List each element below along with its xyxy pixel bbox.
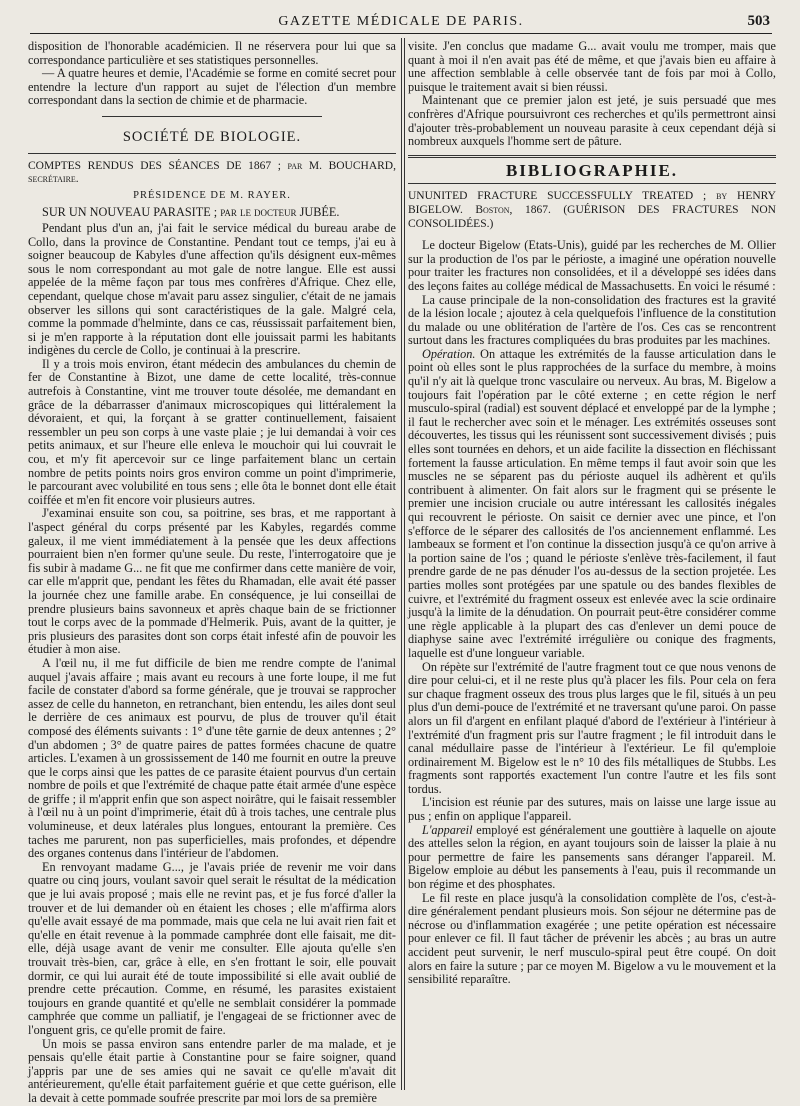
appareil-text: employé est généralement une gouttière à laquelle on ajoute des attelles selon la région, en ayant toujours soin de laisser la plaie à nu pour permettre de faire les pansements sans déranger l'appareil. M. Bigelow emploie au début les pansements à l'eau, puis il recommande un bon régime et des phosphates. — [408, 822, 776, 892]
paragraph-6: Un mois se passa environ sans entendre parler de ma malade, et je pensais qu'elle était partie à Constantine pour se faire soigner, quand j'appris par une de ses amies qui ne savait ce qu'elle m'avait dit antérieurement, qu'elle était parfaitement guérie et que cette guérison, elle la devait à cette pommade soufrée prescrite par moi lors de sa première — [28, 1036, 396, 1105]
page-header — [30, 12, 772, 34]
bigelow-intro: Le docteur Bigelow (Etats-Unis), guidé par les recherches de M. Ollier sur la production de l'os par le périoste, a imaginé une opération nouvelle pour traiter les fractures non consolidées, et il a développé ses idées dans des leçons faites au collége médical de Massachusetts. En voici le résumé : — [408, 238, 776, 293]
paragraph-1: Pendant plus d'un an, j'ai fait le service médical du bureau arabe de Collo, dans la province de Constantine. Pendant tout ce temps, j'ai eu à soigner beaucoup de Kabyles d'une affection qu'ils désignent eux-mêmes sous le nom correspondant au mot gale de notre langue. Elle est aussi appelée de la même façon par tous mes confrères d'Afrique. Chez elle, cependant, quelque chose m'avait paru assez singulier, c'était de ne jamais observer les sillons qui sont caractéristiques de la gale. Malgré cela, comme la pommade d'helminte, dans ce cas, réussissait parfaitement bien, si je m'en rapporte à la réputation dont elle jouissait parmi les habitants indigènes du cercle de Collo, je continuai à la prescrire. — [28, 220, 396, 358]
fil-paragraph: Le fil reste en place jusqu'à la consolidation complète de l'os, c'est-à-dire généralement pendant plusieurs mois. Son séjour ne détermine pas de nécrose ou d'inflammation exagérée ; une petite opération est nécessaire pour enlever ce fil. Il faut tâcher de prévenir les abcès ; au bras un autre accident peut survenir, le nerf musculo-spiral peut être coupé. On doit alors en faire la suture ; par ce moyen M. Bigelow a vu le mouvement et la sensibilité reparaître. — [408, 890, 776, 987]
book-title: UNUNITED FRACTURE SUCCESSFULLY TREATED ; by HENRY BIGELOW. Boston, 1867. (GUÉRISON DES FRACTURES NON CONSOLIDÉES.) — [408, 190, 776, 230]
paragraph-3: J'examinai ensuite son cou, sa poitrine, ses bras, et me rapportant à l'aspect général du corps présenté par les Kabyles, regardés comme galeux, il me vient immédiatement à la pensée que les deux affections pourraient bien n'en former qu'une seule. Du reste, l'interrogatoire que je fis subir à madame G... ne fit que me confirmer dans cette manière de voir, car elle m'apprit que, pendant les fêtes du Rhamadan, elle avait été passer la journée chez une famille arabe. En conséquence, je lui conseillai de prendre plusieurs bains savonneux et après chaque bain de se frictionner tout le corps avec de la pommade d'Helmerik. Puis, avant de la quitter, je pris plusieurs des parasites dont son corps était infesté afin de pouvoir les étudier à mon aise. — [28, 506, 396, 657]
intro-paragraph: disposition de l'honorable académicien. Il ne réservera pour lui que sa correspondance particulière et ses statistiques personnelles. — [28, 39, 396, 67]
repete-paragraph: On répète sur l'extrémité de l'autre fragment tout ce que nous venons de dire pour celui-ci, et il ne reste plus qu'à placer les fils. Pour cela on fera sur chaque fragment osseux des trous plus larges que le fil, situés à un peu plus d'un demi-pouce de l'extrémité et ne traversant qu'une paroi. On passe alors un fil d'argent en enfilant plaqué d'abord de l'extérieur à l'intérieur à l'extrémité d'un fragment pris sur l'autre fragment ; le fil introduit dans le canal médullaire passe de l'intérieur à l'extérieur. Le fil qu'emploie ordinairement M. Bigelow est le n° 10 des fils métalliques de Stubbs. Les fragments sont rapportés exactement l'un contre l'autre et les fils sont tordus. — [408, 659, 776, 796]
continuation-paragraph: visite. J'en conclus que madame G... avait voulu me tromper, mais que quant à moi il n'en avait pas été de même, et que j'avais bien eu affaire à une affection semblable à celle observée tant de fois par moi à Collo, puisque le traitement avait si bien réussi. — [408, 39, 776, 94]
article-title: SUR UN NOUVEAU PARASITE ; par le docteur JUBÉE. — [42, 205, 340, 220]
operation-label: Opération. — [422, 346, 476, 361]
section-double-rule — [408, 155, 776, 158]
section-title-biologie: SOCIÉTÉ DE BIOLOGIE. — [122, 128, 302, 145]
section-rule-2 — [28, 153, 396, 154]
section-rule-3 — [408, 183, 776, 184]
right-column — [408, 40, 776, 1090]
incision-paragraph: L'incision est réunie par des sutures, mais on laisse une large issue au pus ; enfin on applique l'appareil. — [408, 795, 776, 824]
paragraph-2: Il y a trois mois environ, étant médecin des ambulances du chemin de fer de Constantine à Bizot, une dame de cette localité, très-connue autrefois à Constantine, vint me trouver toute désolée, me demandant en grâce de la débarrasser d'animaux microscopiques qui littéralement la dévoraient, et qui, la forçant à se gratter continuellement, faisaient ressembler un peu son corps à une vaste plaie ; je lui demandai à voir ces petits animaux, et sur l'heure elle enleva le mouchoir qui lui couvrait le cou, et m'y fit apercevoir sur ce linge parfaitement blanc un certain nombre de petits points noirs gros environ comme un point d'imprimerie, le parcourant avec volubilité en tous sens ; elle ôta le bonnet dont elle était coiffée et m'en fit encore voir plusieurs autres. — [28, 356, 396, 507]
jalon-paragraph: Maintenant que ce premier jalon est jeté, je suis persuadé que mes confrères d'Afrique poursuivront ces recherches et qu'ils permettront ainsi d'ajouter très-probablement un nouveau parasite à ceux cependant déjà si nombreux auxquels l'homme sert de pâture. — [408, 93, 776, 149]
section-title-bibliographie: BIBLIOGRAPHIE. — [505, 160, 679, 180]
column-divider — [401, 38, 402, 1090]
presidence-line: PRÉSIDENCE DE M. RAYER. — [133, 189, 291, 201]
paragraph-4: A l'œil nu, il me fut difficile de bien me rendre compte de l'animal auquel j'avais affaire ; mais avant eu recours à une forte loupe, il me fut facile de constater d'abord sa forme générale, que je trouvai se rapprocher assez de celle du hanneton, en retranchant, bien entendu, les ailes dont seul le derrière de ces animaux est pourvu, de plus de trouver qu'il était composé des éléments suivants : 1° d'une tête garnie de deux antennes ; 2° d'un abdomen ; 3° de quatre paires de pattes formées chacune de quatre articles. L'examen à un grossissement de 140 me fournit en outre la preuve que le corps ainsi que les pattes de ce parasite étaient pourvus d'un certain nombre de poils et que l'extrémité de chaque patte était armée d'une espèce de griffe ; il m'apprit enfin que son aspect noirâtre, qui le faisait ressembler à l'œil nu à un point d'imprimerie, était dû à trois taches, une centrale plus volumineuse, et deux latérales plus longues, entourant la première. Ces taches me parurent, non pas superficielles, mais profondes, et dépendre des organes contenus dans l'intérieur de l'abdomen. — [28, 655, 396, 861]
section-rule — [102, 116, 323, 117]
page-number: 503 — [747, 13, 770, 29]
operation-paragraph — [408, 348, 776, 661]
column-divider-inner — [404, 38, 405, 1090]
cause-paragraph: La cause principale de la non-consolidation des fractures est la gravité de la lésion locale ; ajoutez à cela quelquefois l'influence de la constitution du malade ou une oblitération de l'artère de l'os. Ces cas se rencontrent surtout dans les fractures compliquées du bras produites par les machines. — [408, 292, 776, 348]
paragraph-5: En renvoyant madame G..., je l'avais priée de revenir me voir dans quatre ou cinq jours, voulant savoir quel serait le résultat de la médication que je lui avais proposé ; mais elle ne revint pas, et je fus forcé d'aller la trouver et de lui demander où en étaient les choses ; elle m'affirma alors qu'elle avait essayé de ma pommade, mais que cela ne lui avait rien fait et qu'elle en était revenue à la pommade camphrée dont elle faisait, me dit-elle, déjà usage avant de venir me consulter. Elle ajouta qu'elle s'en trouvait très-bien, car, grâce à elle, en s'en frottant le soir, elle pouvait dormir, ce qui lui aurait été de toute impossibilité si elle avait oublié de prendre cette précaution. Comme, en résumé, les parasites existaient toujours en grande quantité et qu'elle ne semblait considérer la pommade camphrée que comme un palliatif, je l'engageai de se frictionner avec de l'onguent gris, ce qu'elle promit de faire. — [28, 859, 396, 1037]
appareil-paragraph — [408, 824, 776, 892]
comptes-rendus-heading: COMPTES RENDUS DES SÉANCES DE 1867 ; par M. BOUCHARD, secrétaire. — [28, 159, 396, 186]
left-column — [28, 39, 396, 1105]
journal-title: GAZETTE MÉDICALE DE PARIS. — [278, 14, 524, 29]
comite-paragraph: — A quatre heures et demie, l'Académie se forme en comité secret pour entendre la lecture d'un rapport au sujet de l'élection d'un membre correspondant dans la section de chimie et de pharmacie. — [28, 66, 396, 108]
operation-text: On attaque les extrémités de la fausse articulation dans le point où elles sont le plus rapprochées de la surface du membre, à moins qu'il n'y ait là quelque tronc vasculaire ou nerveux. Au bras, M. Bigelow a toujours fait l'opération par le côté externe ; en cette région le nerf musculo-spiral (radial) est souvent déplacé et enveloppé par de la lymphe ; il faut le rechercher avec soin et le ménager. Les extrémités osseuses sont découvertes, les tissus qui les réunissent sont successivement divisés ; puis elles sont tournées en dehors, et un aide facilite la dissection en fléchissant fortement la fausse articulation. En même temps il faut avoir soin que les muscles ne se séparent pas du périoste auquel ils adhèrent et qu'ils contribuent à alimenter. On fait alors sur le fragment qui se présente le premier une incision cruciale ou autre intéressant les callosités inégales qui recouvrent le périoste. On saisit ce dernier avec une pince, et l'on s'efforce de le séparer des callosités de l'os anciennement enflammé. Les lambeaux se forment et l'on continue la dissection jusqu'à ce qu'on arrive à la portion saine de l'os ; quand le périoste s'enlève très-facilement, il faut prendre garde de ne pas dénuder l'os au-dessus de la section projetée. Les parties molles sont protégées par une spatule ou des bandes flexibles de cuivre, et l'extrémité du fragment osseux est enlevée avec la scie ordinaire jusqu'à la limite de la dénudation. On pourrait peut-être considérer comme une règle applicable à la plupart des cas d'enlever un demi pouce de diaphyse saine avec l'extrémité irrégulière ou conique des fragments, laquelle est d'une longueur variable. — [408, 346, 776, 660]
appareil-label: L'appareil — [422, 822, 473, 837]
